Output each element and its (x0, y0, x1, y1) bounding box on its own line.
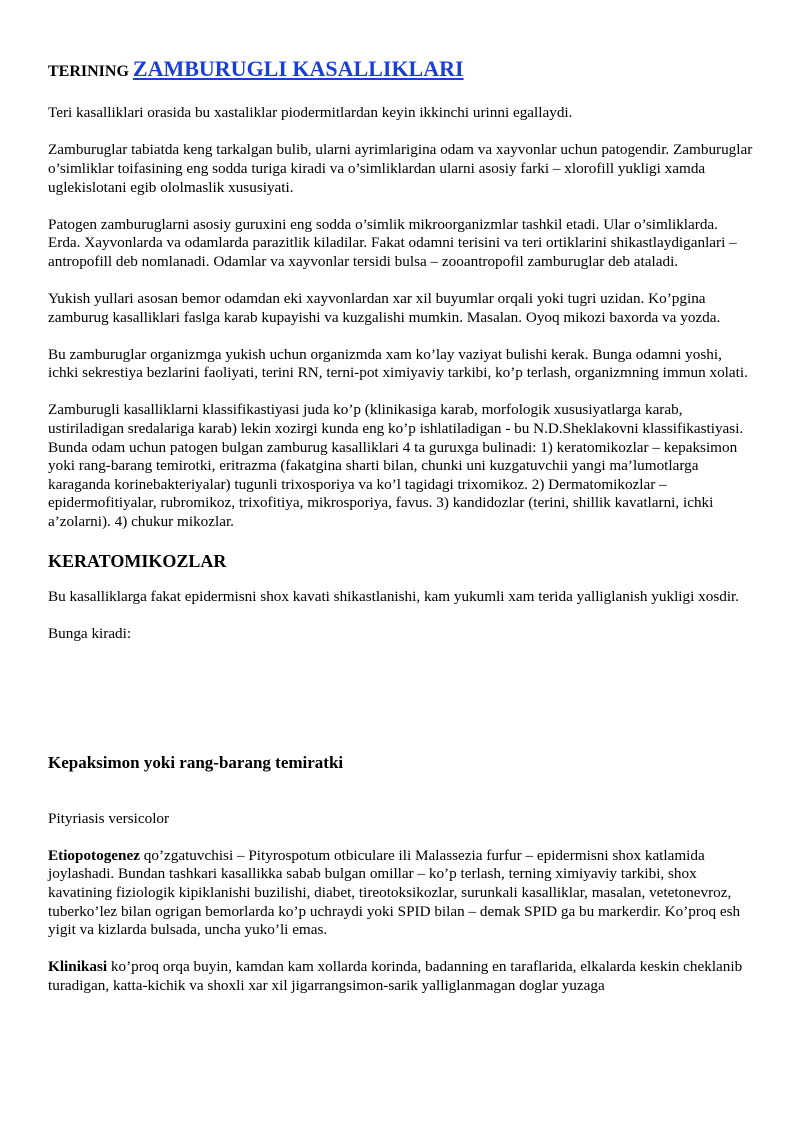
heading-keratomikozlar: KERATOMIKOZLAR (48, 551, 227, 572)
paragraph-patogen: Patogen zamburuglarni asosiy guruxini eng sodda o’simlik mikroorganizmlar tashkil etadi. Ular o’simliklarda. Erda. Xayvonlarda va odamlarda parazitlik kiladilar. Fakat odamni terisini va teri ortiklarini shikastlaydiganlari – antropofill deb nomlanadi. Odamlar va xayvonlar tersidi bulsa – zooantropofil zamburuglar deb ataladi. (48, 215, 737, 270)
heading-kepaksimon: Kepaksimon yoki rang-barang temiratki (48, 753, 344, 773)
paragraph-klassifikastiya: Zamburugli kasalliklarni klassifikastiyasi juda ko’p (klinikasiga karab, morfologik xususiyatlarga karab, ustiriladigan sredalariga karab) lekin xozirgi kunda eng ko’p ishlatiladigan - bu N.D.Sheklakovni klassifikastiyasi. Bunda odam uchun patogen bulgan zamburug kasalliklari 4 ta guruxga bulinadi: 1) keratomikozlar – kepaksimon yoki rang-barang temirotki, eritrazma (fakatgina sharti bilan, chunki uni kuzgatuvchii yangi ma’lumotlarga karaganda korinebakteriyalar) tugunli trixosporiya va ko’l tagidagi trixomikoz. 2) Dermatomikozlar – epidermofitiyalar, rubromikoz, trixofitiya, mikrosporiya, favus. 3) kandidozlar (terini, shillik kavatlarni, ichki a’zolarni). 4) chukur mikozlar. (48, 401, 744, 530)
title-link[interactable]: ZAMBURUGLI KASALLIKLARI (132, 56, 464, 81)
etiopotogenez-label: Etiopotogenez (48, 846, 140, 864)
paragraph-yukish: Yukish yullari asosan bemor odamdan eki xayvonlardan xar xil buyumlar orqali yoki tugri uzidan. Ko’pgina zamburug kasalliklari faslga karab kupayishi va kuzgalishi mumkin. Masalan. Oyoq mikozi baxorda va yozda. (48, 290, 721, 326)
paragraph-organizm: Bu zamburuglar organizmga yukish uchun organizmda xam ko’lay vaziyat bulishi kerak. Bunga odamni yoshi, ichki sekrestiya bezlarini faoliyati, terini RN, terni-pot ximiyaviy tarkibi, ko’p terlash, organizmning immun xolati. (48, 345, 748, 382)
document-page (48, 56, 753, 1014)
document-title (48, 56, 753, 82)
paragraph-etiopotogenez (48, 847, 753, 940)
blank-space (48, 662, 753, 752)
latin-name: Pityriasis versicolor (48, 810, 170, 828)
title-prefix: TERINING (48, 63, 129, 80)
etiopotogenez-text: qo’zgatuvchisi – Pityrospotum otbiculare ili Malassezia furfur – epidermisni shox katlamida joylashadi. Bundan tashkari kasallikka sabab bulgan omillar – ko’p terlash, terning ximiyaviy tarkibi, shox kavatining fiziologik kipiklanishi buzilishi, diabet, tireotoksikozlar, surunkali kasalliklar, masalan, vetetonevroz, tuberko’lez bilan ogrigan bemorlarda ko’p uchraydi yoki SPID bilan – demak SPID ga bu markerdir. Ko’proq esh yigit va kizlarda bulsada, uncha yuko’li emas. (48, 846, 741, 939)
paragraph-klinikasi (48, 958, 753, 995)
klinikasi-label: Klinikasi (48, 958, 108, 976)
paragraph-keratomikozlar: Bu kasalliklarga fakat epidermisni shox kavati shikastlanishi, kam yukumli xam terida yalliglanish yukligi xosdir. (48, 588, 740, 606)
klinikasi-text: ko’proq orqa buyin, kamdan kam xollarda korinda, badanning en taraflarida, elkalarda keskin cheklanib turadigan, katta-kichik va shoxli xar xil jigarrangsimon-sarik yalliglanmagan doglar yuzaga (48, 958, 743, 994)
paragraph-intro: Teri kasalliklari orasida bu xastaliklar piodermitlardan keyin ikkinchi urinni egallaydi. (48, 104, 573, 122)
paragraph-bunga-kiradi: Bunga kiradi: (48, 625, 132, 643)
paragraph-zamburuglar: Zamburuglar tabiatda keng tarkalgan bulib, ularni ayrimlarigina odam va xayvonlar uchun patogendir. Zamburuglar o’simliklar toifasining eng sodda turiga kiradi va o’simliklardan ularni asosiy farki – xlorofill yukligi xamda uglekislotani egib ololmaslik xususiyati. (48, 141, 753, 196)
